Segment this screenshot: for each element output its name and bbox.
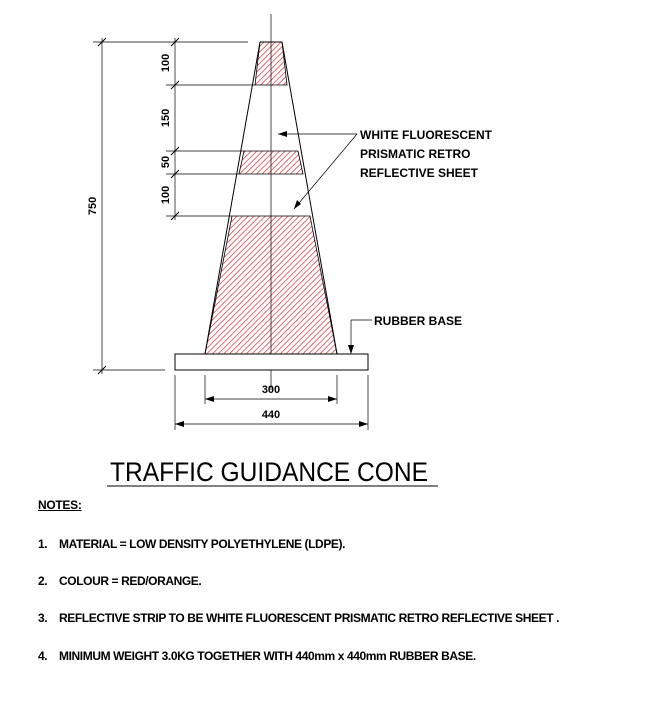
dim-label-total-height: 750 [87,196,99,216]
callout-reflective-line3: REFLECTIVE SHEET [360,166,479,180]
dim-label-cone-base-width: 300 [261,384,281,396]
callout-rubber-base: RUBBER BASE [374,314,463,328]
dim-label-white-band-1: 150 [160,108,172,128]
arrow-head [359,421,368,427]
arrow-head [348,345,354,354]
note-item [38,611,559,625]
notes-heading: NOTES: [38,498,82,512]
arrow-head [175,421,184,427]
note-text: MATERIAL = LOW DENSITY POLYETHYLENE (LDPE). [59,537,346,551]
note-item [38,649,476,663]
note-number: 3. [38,611,48,625]
dim-label-white-band-2: 100 [160,185,172,205]
note-item [38,574,201,588]
dim-label-rubber-base-width: 440 [261,409,281,421]
note-number: 2. [38,574,48,588]
note-number: 4. [38,649,48,663]
note-number: 1. [38,537,48,551]
callout-reflective-line1: WHITE FLUORESCENT [360,128,492,142]
arrow-head [278,131,287,137]
callout-reflective-line2: PRISMATIC RETRO [360,147,471,161]
dim-label-top-red-band: 100 [160,53,172,73]
note-item [38,537,345,551]
dim-label-middle-red-band: 50 [160,155,172,169]
arrow-head [205,396,214,402]
rubber-base [175,354,368,370]
note-text: MINIMUM WEIGHT 3.0KG TOGETHER WITH 440mm x 440mm RUBBER BASE. [59,649,476,663]
leader-reflective-2 [294,134,357,209]
note-text: REFLECTIVE STRIP TO BE WHITE FLUORESCENT PRISMATIC RETRO REFLECTIVE SHEET . [59,611,560,625]
arrow-head [294,200,301,209]
drawing-title: TRAFFIC GUIDANCE CONE [110,457,428,487]
note-text: COLOUR = RED/ORANGE. [59,574,202,588]
arrow-head [328,396,337,402]
